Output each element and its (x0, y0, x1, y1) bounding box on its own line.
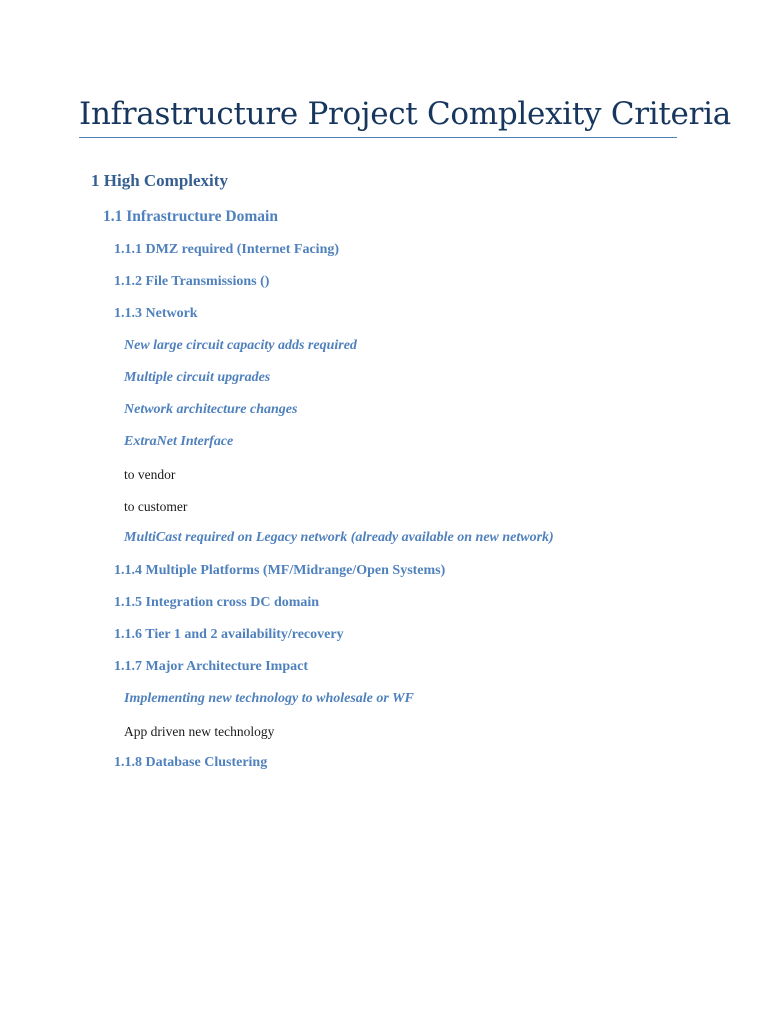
heading-network: 1.1.3 Network (114, 306, 198, 321)
paragraph-to-vendor: to vendor (124, 467, 176, 482)
paragraph-to-customer: to customer (124, 499, 188, 514)
subheading-circuit-capacity: New large circuit capacity adds required (124, 338, 357, 353)
subheading-network-architecture: Network architecture changes (124, 402, 298, 417)
heading-database-clustering: 1.1.8 Database Clustering (114, 755, 268, 770)
heading-integration-cross-dc: 1.1.5 Integration cross DC domain (114, 595, 320, 610)
heading-major-architecture-impact: 1.1.7 Major Architecture Impact (114, 659, 309, 674)
subheading-new-technology: Implementing new technology to wholesale or WF (124, 691, 414, 706)
paragraph-app-driven: App driven new technology (124, 724, 275, 739)
heading-dmz-required: 1.1.1 DMZ required (Internet Facing) (114, 242, 340, 257)
heading-tier-availability: 1.1.6 Tier 1 and 2 availability/recovery (114, 627, 344, 642)
subheading-circuit-upgrades: Multiple circuit upgrades (124, 370, 271, 385)
heading-infrastructure-domain: 1.1 Infrastructure Domain (103, 208, 278, 225)
subheading-extranet-interface: ExtraNet Interface (124, 434, 234, 449)
subheading-multicast: MultiCast required on Legacy network (already available on new network) (124, 530, 554, 545)
heading-high-complexity: 1 High Complexity (91, 171, 228, 190)
heading-multiple-platforms: 1.1.4 Multiple Platforms (MF/Midrange/Open Systems) (114, 563, 446, 578)
document-title: Infrastructure Project Complexity Criteria (79, 96, 731, 132)
title-underline (79, 137, 677, 138)
heading-file-transmissions: 1.1.2 File Transmissions () (114, 274, 270, 289)
